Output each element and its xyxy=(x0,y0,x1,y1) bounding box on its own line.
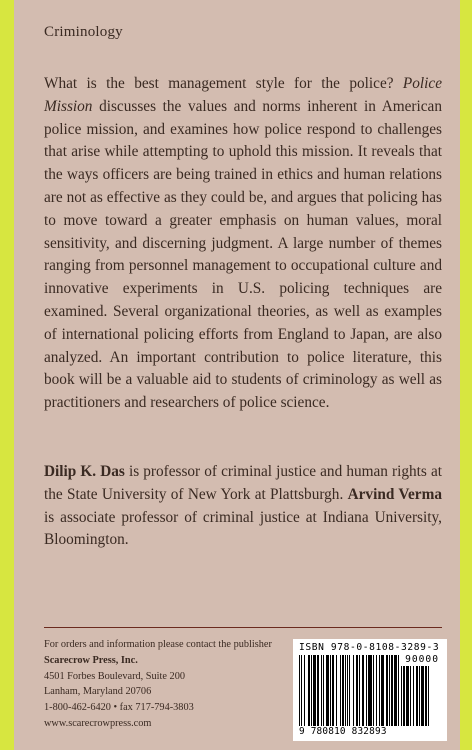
barcode-bar xyxy=(403,666,405,726)
back-cover xyxy=(14,0,460,750)
barcode-bar xyxy=(308,655,310,726)
book-title: Police Mission xyxy=(44,75,442,115)
divider-rule xyxy=(44,627,442,628)
barcode-bar xyxy=(356,655,358,726)
category-label: Criminology xyxy=(44,24,123,40)
book-description xyxy=(44,73,442,415)
publisher-address-line1: 4501 Forbes Boulevard, Suite 200 xyxy=(44,670,185,682)
barcode-bar xyxy=(311,655,312,726)
barcode-bar xyxy=(345,655,346,726)
barcode-bar xyxy=(410,666,411,726)
price-code: 90000 xyxy=(405,654,439,665)
isbn-text: ISBN 978-0-8108-3289-3 xyxy=(299,642,440,653)
publisher-name: Scarecrow Press, Inc. xyxy=(44,654,138,666)
barcode-bar xyxy=(330,655,331,726)
barcode-bar xyxy=(394,655,397,726)
barcode-bar xyxy=(398,655,399,726)
publisher-address-line2: Lanham, Maryland 20706 xyxy=(44,686,152,698)
barcode-bar xyxy=(359,655,360,726)
barcode-bar xyxy=(340,655,341,726)
publisher-website: www.scarecrowpress.com xyxy=(44,717,152,729)
description-body: discusses the values and norms inherent in American police mission, and examines how police respond to challenges that arise while attempting to uphold this mission. It reveals that the ways officers are being trained in ethics and human relations are not as effective as they could be, and argues that policing has to move toward a greater emphasis on human values, moral sensitivity, and discerning judgment. A large number of themes ranging from personnel management to occupational culture and innovative experiments in U.S. policing techniques are examined. Several organizational theories, as well as examples of international policing efforts from England to Japan, are also analyzed. An important contribution to police literature, this book will be a valuable aid to students of criminology as well as practitioners and researchers of police science. xyxy=(44,97,442,412)
barcode-bar xyxy=(366,655,367,726)
author1-name: Dilip K. Das xyxy=(44,463,125,480)
barcode-bar xyxy=(336,655,337,726)
barcode-bar xyxy=(317,655,319,726)
barcode-bar xyxy=(347,655,348,726)
isbn-barcode xyxy=(293,639,447,741)
description-intro: What is the best management style for the police? xyxy=(44,75,403,92)
barcode-bar xyxy=(381,655,384,726)
barcode-bar xyxy=(353,655,354,726)
barcode-bar xyxy=(428,666,429,726)
barcode-bar xyxy=(389,655,390,726)
barcode-bar xyxy=(386,655,388,726)
ean-barcode-bars xyxy=(299,655,399,726)
barcode-bar xyxy=(421,666,424,726)
barcode-bar xyxy=(401,666,402,726)
author2-bio: is associate professor of criminal justice at Indiana University, Bloomington. xyxy=(44,508,442,549)
barcode-bar xyxy=(379,655,380,726)
barcode-bar xyxy=(326,655,329,726)
publisher-info xyxy=(44,637,272,732)
barcode-bar xyxy=(413,666,414,726)
barcode-bar xyxy=(362,655,364,726)
barcode-bar xyxy=(406,666,409,726)
barcode-bar xyxy=(416,666,418,726)
barcode-bar xyxy=(332,655,334,726)
barcode-bar xyxy=(313,655,316,726)
barcode-bar xyxy=(376,655,377,726)
barcode-bar xyxy=(323,655,324,726)
author2-name: Arvind Verma xyxy=(347,485,442,503)
barcode-bar xyxy=(373,655,374,726)
barcode-bar xyxy=(301,655,302,726)
barcode-bar xyxy=(299,655,300,726)
barcode-bar xyxy=(391,655,393,726)
barcode-digits: 9 780810 832893 xyxy=(299,726,387,737)
publisher-phone-fax: 1-800-462-6420 • fax 717-794-3803 xyxy=(44,702,194,714)
barcode-bar xyxy=(425,666,427,726)
barcode-bar xyxy=(419,666,420,726)
publisher-intro: For orders and information please contact the publisher xyxy=(44,639,272,650)
barcode-bar xyxy=(342,655,344,726)
barcode-bar xyxy=(368,655,372,726)
author-bios xyxy=(44,461,442,552)
barcode-bar xyxy=(321,655,322,726)
author1-bio: is professor of criminal justice and human rights at the State University of New York at Plattsburgh. xyxy=(44,463,443,503)
barcode-bar xyxy=(304,655,305,726)
addon-barcode-bars xyxy=(401,666,441,726)
barcode-bar xyxy=(349,655,350,726)
